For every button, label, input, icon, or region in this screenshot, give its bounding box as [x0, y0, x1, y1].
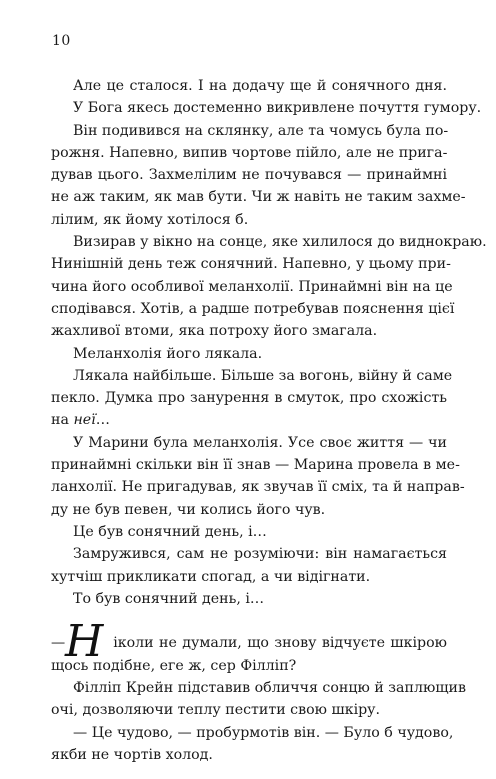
text-line: Визирав у вікно на сонце, яке хилилося до виднокраю.: [73, 234, 487, 251]
text-line-italic-ref: [51, 409, 447, 431]
text-line: не аж таким, як мав бути. Чи ж навіть не таким захме-: [51, 189, 466, 206]
text-line: якби не чортів холод.: [51, 746, 213, 763]
text-line: чина його особливої меланхолії. Принаймні він на це: [51, 278, 453, 295]
text-line: Лякала найбільше. Більше за вогонь, війну й саме: [73, 367, 453, 384]
text-line: Але це сталося. І на додачу ще й сонячного дня.: [73, 78, 447, 94]
text-line: Замружився, сам не розуміючи: він намагається: [73, 546, 447, 563]
text-line: То був сонячний день, і…: [73, 590, 265, 607]
dialogue-dash: —: [51, 635, 66, 652]
text-line: рожня. Напевно, випив чортове пійло, але не прига-: [51, 144, 448, 161]
page-number: 10: [52, 33, 71, 49]
text-line: хутчіш прикликати спогад, а чи відігнати.: [51, 568, 371, 585]
text-line: принаймні скільки він її знав — Марина провела в ме-: [51, 457, 460, 474]
section-break: [51, 610, 447, 632]
text-line: жахливої втоми, яка потроху його змагала.: [51, 323, 378, 340]
text-line: ланхолії. Не пригадував, як звучав її сміх, та й направ-: [51, 479, 465, 496]
text-line: Це був сонячний день, і…: [73, 523, 267, 540]
body-text: [51, 75, 487, 766]
text-fragment: іколи не думали, що знову відчуєте шкірою: [113, 635, 447, 652]
text-line: Він подивився на склянку, але та чомусь була по-: [73, 122, 449, 139]
text-line: Нинішній день теж сонячний. Напевно, у цьому при-: [51, 256, 451, 273]
text-line: очі, дозволяючи теплу пестити свою шкіру.: [51, 702, 381, 719]
text-line: Меланхолія його лякала.: [73, 345, 263, 362]
text-line: ду не був певен, чи колись його чув.: [51, 501, 326, 518]
text-line: Філліп Крейн підставив обличчя сонцю й заплющив: [73, 680, 466, 697]
text-line: — Це чудово, — пробурмотів він. — Було б чудово,: [73, 724, 454, 741]
text-line: У Марини була меланхолія. Усе своє життя — чи: [73, 434, 447, 451]
text-line: сподівався. Хотів, а радше потребував пояснення цієї: [51, 300, 455, 317]
text-line: дував цього. Захмелілим не почувався — принаймні: [51, 167, 447, 184]
text-line: щось подібне, еге ж, сер Філліп?: [51, 657, 297, 674]
text-line: У Бога якесь достеменно викривлене почуття гумору.: [73, 100, 482, 117]
text-fragment: на: [51, 412, 74, 429]
text-line: пекло. Думка про занурення в смуток, про схожість: [51, 390, 447, 407]
ellipsis: …: [95, 412, 110, 429]
italic-word: неї: [73, 412, 96, 429]
text-line: лілим, як йому хотілося б.: [51, 211, 249, 228]
dropcap-letter: Н: [65, 616, 104, 668]
